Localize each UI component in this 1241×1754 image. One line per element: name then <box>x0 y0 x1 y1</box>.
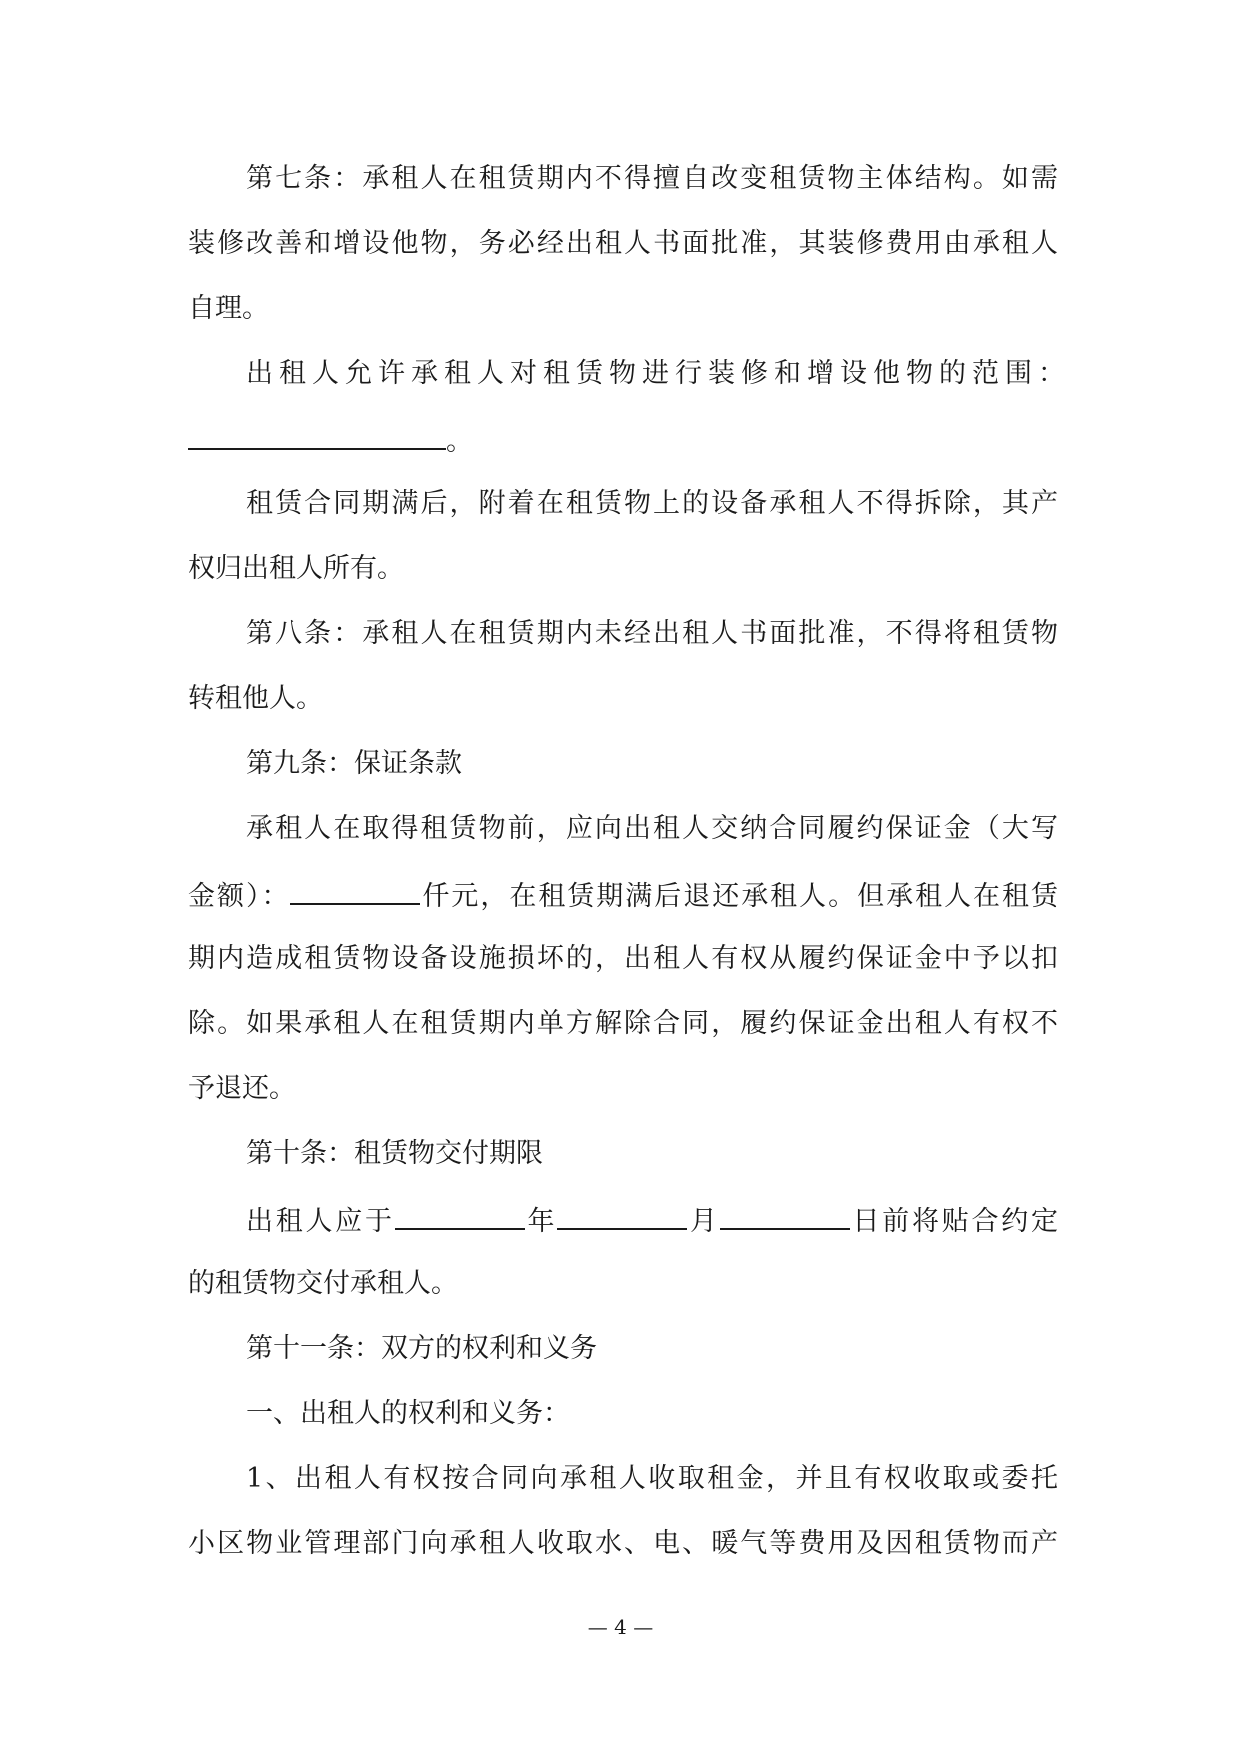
renovation-scope-line-2 <box>188 418 1058 483</box>
delivery-day-blank <box>720 1198 850 1230</box>
delivery-year-blank <box>395 1198 525 1230</box>
article-7-line-1: 第七条：承租人在租赁期内不得擅自改变租赁物主体结构。如需 <box>246 163 1058 194</box>
year-label: 年 <box>524 1206 558 1237</box>
lessor-rights-heading: 一、出租人的权利和义务： <box>246 1398 570 1429</box>
lessor-rights-item-1-line-1: 1、出租人有权按合同向承租人收取租金，并且有权收取或委托 <box>246 1463 1058 1494</box>
equipment-ownership-line-2: 权归出租人所有。 <box>188 553 404 584</box>
delivery-month-blank <box>557 1198 687 1230</box>
renovation-scope-line-1: 出租人允许承租人对租赁物进行装修和增设他物的范围： <box>246 358 1071 389</box>
deposit-line-5: 予退还。 <box>188 1073 296 1104</box>
deposit-line-2 <box>188 873 1058 938</box>
month-label: 月 <box>687 1206 720 1237</box>
deposit-line-4: 除。如果承租人在租赁期内单方解除合同，履约保证金出租人有权不 <box>188 1008 1058 1039</box>
day-label-rest: 日前将贴合约定 <box>849 1206 1058 1237</box>
article-7-line-3: 自理。 <box>188 293 269 324</box>
article-8-line-2: 转租他人。 <box>188 683 323 714</box>
article-7-line-2: 装修改善和增设他物，务必经出租人书面批准，其装修费用由承租人 <box>188 228 1058 259</box>
renovation-scope-end: 。 <box>446 426 473 457</box>
delivery-date-line-2: 的租赁物交付承租人。 <box>188 1268 458 1299</box>
renovation-scope-blank <box>188 418 446 450</box>
delivery-date-lead: 出租人应于 <box>246 1206 395 1237</box>
deposit-amount-blank <box>290 873 420 905</box>
document-body <box>188 158 1071 1588</box>
equipment-ownership-line-1: 租赁合同期满后，附着在租赁物上的设备承租人不得拆除，其产 <box>246 488 1058 519</box>
page-number: — 4 — <box>587 1615 654 1639</box>
deposit-line-2-rest: 仟元，在租赁期满后退还承租人。但承租人在租赁 <box>420 881 1059 912</box>
article-11-heading: 第十一条：双方的权利和义务 <box>246 1333 597 1364</box>
article-9-heading: 第九条：保证条款 <box>246 748 462 779</box>
article-8-line-1: 第八条：承租人在租赁期内未经出租人书面批准，不得将租赁物 <box>246 618 1058 649</box>
deposit-line-1: 承租人在取得租赁物前，应向出租人交纳合同履约保证金（大写 <box>246 813 1058 844</box>
delivery-date-line-1 <box>188 1198 1058 1263</box>
lessor-rights-item-1-line-2: 小区物业管理部门向承租人收取水、电、暖气等费用及因租赁物而产 <box>188 1528 1058 1559</box>
deposit-amount-label: 金额）： <box>188 881 291 912</box>
article-10-heading: 第十条：租赁物交付期限 <box>246 1138 543 1169</box>
deposit-line-3: 期内造成租赁物设备设施损坏的，出租人有权从履约保证金中予以扣 <box>188 943 1058 974</box>
